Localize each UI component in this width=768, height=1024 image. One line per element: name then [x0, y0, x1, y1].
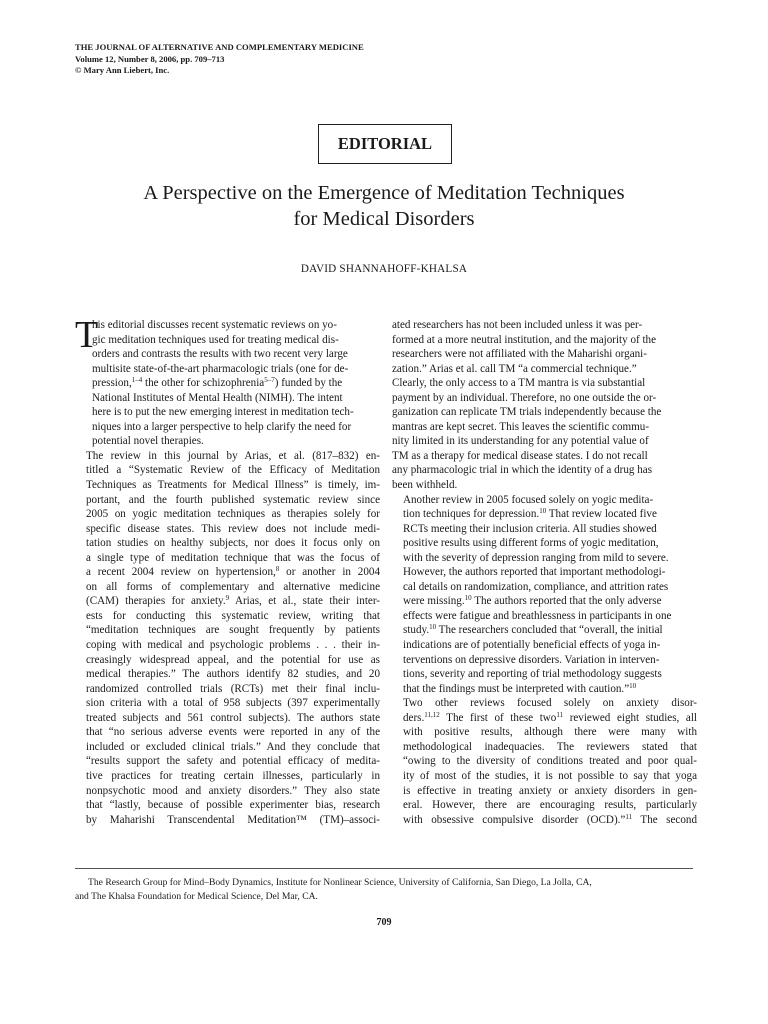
paragraph: [75, 449, 380, 827]
text-line: orders and contrasts the results with two recent very large: [92, 348, 348, 361]
text-line: that “lastly, because of possible experimenter bias, research: [86, 799, 380, 812]
text-line: is effective in treating anxiety or anxiety disorders in gen-: [403, 784, 697, 797]
text-line: tation studies on healthy subjects, nor does it focus only on: [86, 537, 380, 550]
text-line: that “no serious adverse events were reported in any of the: [86, 726, 380, 739]
text-line: “meditation techniques are sought frequently by patients: [86, 624, 380, 637]
journal-header: [75, 42, 364, 77]
text-line: with positive results, although there were many with: [403, 726, 697, 739]
citation-ref: 1–4: [131, 376, 143, 385]
text-line: that the findings must be interpreted with caution.”$^{10}$: [403, 681, 637, 695]
text-line: Two other reviews focused solely on anxiety disor-: [403, 697, 697, 710]
text-line: niques into a larger perspective to help clarify the need for: [92, 420, 352, 433]
text-line: randomized controlled trials (RCTs) met their final inclu-: [86, 682, 380, 695]
text-line: (CAM) therapies for anxiety.$^9$ Arias, et al., state their inter-: [86, 594, 380, 608]
text-line: portant, and the fourth published systematic review since: [86, 493, 380, 506]
text-line: been withheld.: [392, 479, 458, 492]
text-line: creasingly widespread appeal, and the potential for use as: [86, 653, 380, 666]
text-line: a recent 2004 review on hypertension,$^8$ or another in 2004: [86, 565, 380, 579]
text-line: effects were fatigue and breathlessness in participants in one: [403, 609, 672, 622]
footnote-line: The Research Group for Mind–Body Dynamics, Institute for Nonlinear Science, University of California, San Diego, La Jolla, CA,: [88, 877, 592, 888]
text-line: “results support the safety and potential efficacy of medita-: [86, 755, 380, 768]
text-line: tive practices for treating certain illnesses, particularly in: [86, 769, 380, 782]
page-number: 709: [376, 917, 392, 928]
text-line: any pharmacologic trial in which the identity of a drug has: [392, 464, 653, 477]
text-line: his editorial discusses recent systematic reviews on yo-: [92, 319, 337, 331]
text-line: study.$^{10}$ The researchers concluded that “overall, the initial: [403, 623, 663, 637]
citation-ref: 8: [275, 565, 280, 574]
text-line: nity limited in its understanding for any potential value of: [392, 435, 649, 448]
citation-ref: 10: [464, 594, 472, 603]
citation-ref: 5–7: [264, 376, 275, 385]
text-line: “owing to the diversity of conditions treated and poor qual-: [403, 755, 697, 768]
left-column: [75, 314, 380, 827]
text-line: ders.$^{11,12}$ The first of these two$^{11}$ reviewed eight studies, all: [403, 710, 697, 724]
citation-ref: 10: [539, 507, 547, 516]
right-column: [392, 318, 697, 827]
citation-ref: 11: [556, 710, 564, 719]
citation-ref: 11: [625, 812, 633, 821]
text-line: ganization can replicate TM trials independently because the: [392, 406, 662, 419]
text-line: tions, severity and reporting of trial methodology suggests: [403, 668, 662, 681]
title-line-2: for Medical Disorders: [293, 208, 475, 230]
citation-ref: 9: [225, 594, 230, 603]
author-name: DAVID SHANNAHOFF-KHALSA: [300, 263, 468, 275]
text-line: specific disease states. This review does not include medi-: [86, 522, 380, 535]
text-line: Techniques as Treatments for Medical Illness” is timely, im-: [86, 479, 380, 492]
text-line: Another review in 2005 focused solely on yogic medita-: [403, 493, 654, 506]
citation-ref: 11,12: [424, 710, 440, 719]
text-line: positive results using different forms of yogic meditation,: [403, 537, 659, 550]
text-line: sion criteria with a total of 958 subjects (397 experimentally: [86, 697, 380, 710]
text-line: formed at a more neutral institution, and the majority of the: [392, 333, 657, 346]
text-line: TM as a therapy for medical disease states. I do not recall: [392, 449, 648, 462]
text-line: medical therapies.” The authors identify 82 studies, and 20: [86, 668, 380, 681]
text-line: National Institutes of Mental Health (NIMH). The intent: [92, 391, 343, 404]
affiliation-footnote: [75, 876, 693, 903]
article-title: [60, 180, 708, 232]
text-line: included or excluded clinical trials.” And they conclude that: [86, 740, 380, 753]
drop-cap: T: [75, 314, 99, 356]
text-line: multisite state-of-the-art pharmacologic trials (one for de-: [92, 362, 349, 375]
text-line: tion techniques for depression.$^{10}$ That review located five: [403, 507, 657, 521]
text-line: with the severity of depression ranging from mild to severe.: [403, 551, 669, 564]
text-line: researchers were not affiliated with the Maharishi organi-: [392, 348, 647, 361]
text-line: treated subjects and 561 control subjects). The authors state: [86, 711, 380, 724]
text-line: zation.” Arias et al. call TM “a commercial technique.”: [392, 362, 637, 375]
text-line: pression,$^{1-4}$ the other for schizophrenia$^{5-7}$) funded by the: [92, 376, 343, 390]
paragraph: [392, 493, 697, 697]
volume-info: Volume 12, Number 8, 2006, pp. 709–713: [75, 53, 225, 64]
footnote-divider: [75, 868, 693, 869]
section-label-box: [318, 124, 452, 164]
text-line: potential novel therapies.: [92, 435, 204, 448]
text-line: were missing.$^{10}$ The authors reported that the only adverse: [403, 594, 662, 608]
text-line: here is to put the new emerging interest in meditation tech-: [92, 406, 354, 419]
text-line: Clearly, the only access to a TM mantra is via substantial: [392, 377, 646, 390]
journal-name: THE JOURNAL OF ALTERNATIVE AND COMPLEMENTARY MEDICINE: [75, 42, 364, 52]
text-line: RCTs meeting their inclusion criteria. All studies showed: [403, 522, 657, 535]
text-line: a single type of meditation technique that was the focus of: [86, 551, 380, 564]
paragraph: [392, 696, 697, 827]
text-line: methodological inadequacies. The reviewers stated that: [403, 740, 697, 753]
footnote-line: and The Khalsa Foundation for Medical Science, Del Mar, CA.: [75, 890, 318, 902]
text-line: 2005 on yogic meditation techniques as therapies solely for: [86, 508, 380, 521]
text-line: with obsessive compulsive disorder (OCD).”$^{11}$ The second: [403, 812, 697, 826]
text-line: indications are of potentially beneficial effects of yoga in-: [403, 639, 661, 652]
text-line: titled a “Systematic Review of the Efficacy of Meditation: [86, 464, 380, 477]
text-line: by Maharishi Transcendental Meditation™ (TM)–associ-: [86, 813, 380, 826]
section-label: EDITORIAL: [337, 134, 433, 153]
text-line: on all forms of complementary and alternative medicine: [86, 580, 380, 593]
paragraph: [392, 318, 697, 493]
text-line: cal details on randomization, compliance, and attrition rates: [403, 580, 669, 593]
title-line-1: A Perspective on the Emergence of Meditation Techniques: [143, 182, 625, 204]
text-line: payment by an individual. Therefore, no one outside the or-: [392, 391, 657, 404]
text-line: However, the authors reported that important methodologi-: [403, 566, 666, 579]
text-line: nonpsychotic mood and anxiety disorders.” They also state: [86, 784, 380, 797]
text-line: ests for conducting this systematic review, writing that: [86, 609, 380, 622]
copyright-line: © Mary Ann Liebert, Inc.: [75, 65, 170, 75]
text-line: mantras are kept secret. This leaves the scientific commu-: [392, 420, 650, 433]
citation-ref: 10: [629, 681, 637, 690]
text-line: gic meditation techniques used for treating medical dis-: [92, 333, 339, 346]
citation-ref: 10: [429, 623, 437, 632]
text-line: The review in this journal by Arias, et al. (817–832) en-: [86, 449, 380, 462]
text-line: ated researchers has not been included unless it was per-: [392, 319, 643, 331]
paragraph: [75, 314, 380, 449]
text-line: coping with medical and psychologic problems . . . their in-: [86, 639, 380, 652]
text-line: ity of most of the studies, it is not possible to say that yoga: [403, 769, 697, 782]
text-line: terventions on depressive disorders. Variation in interven-: [403, 653, 660, 666]
text-line: eral. However, there are encouraging results, particularly: [403, 799, 697, 812]
